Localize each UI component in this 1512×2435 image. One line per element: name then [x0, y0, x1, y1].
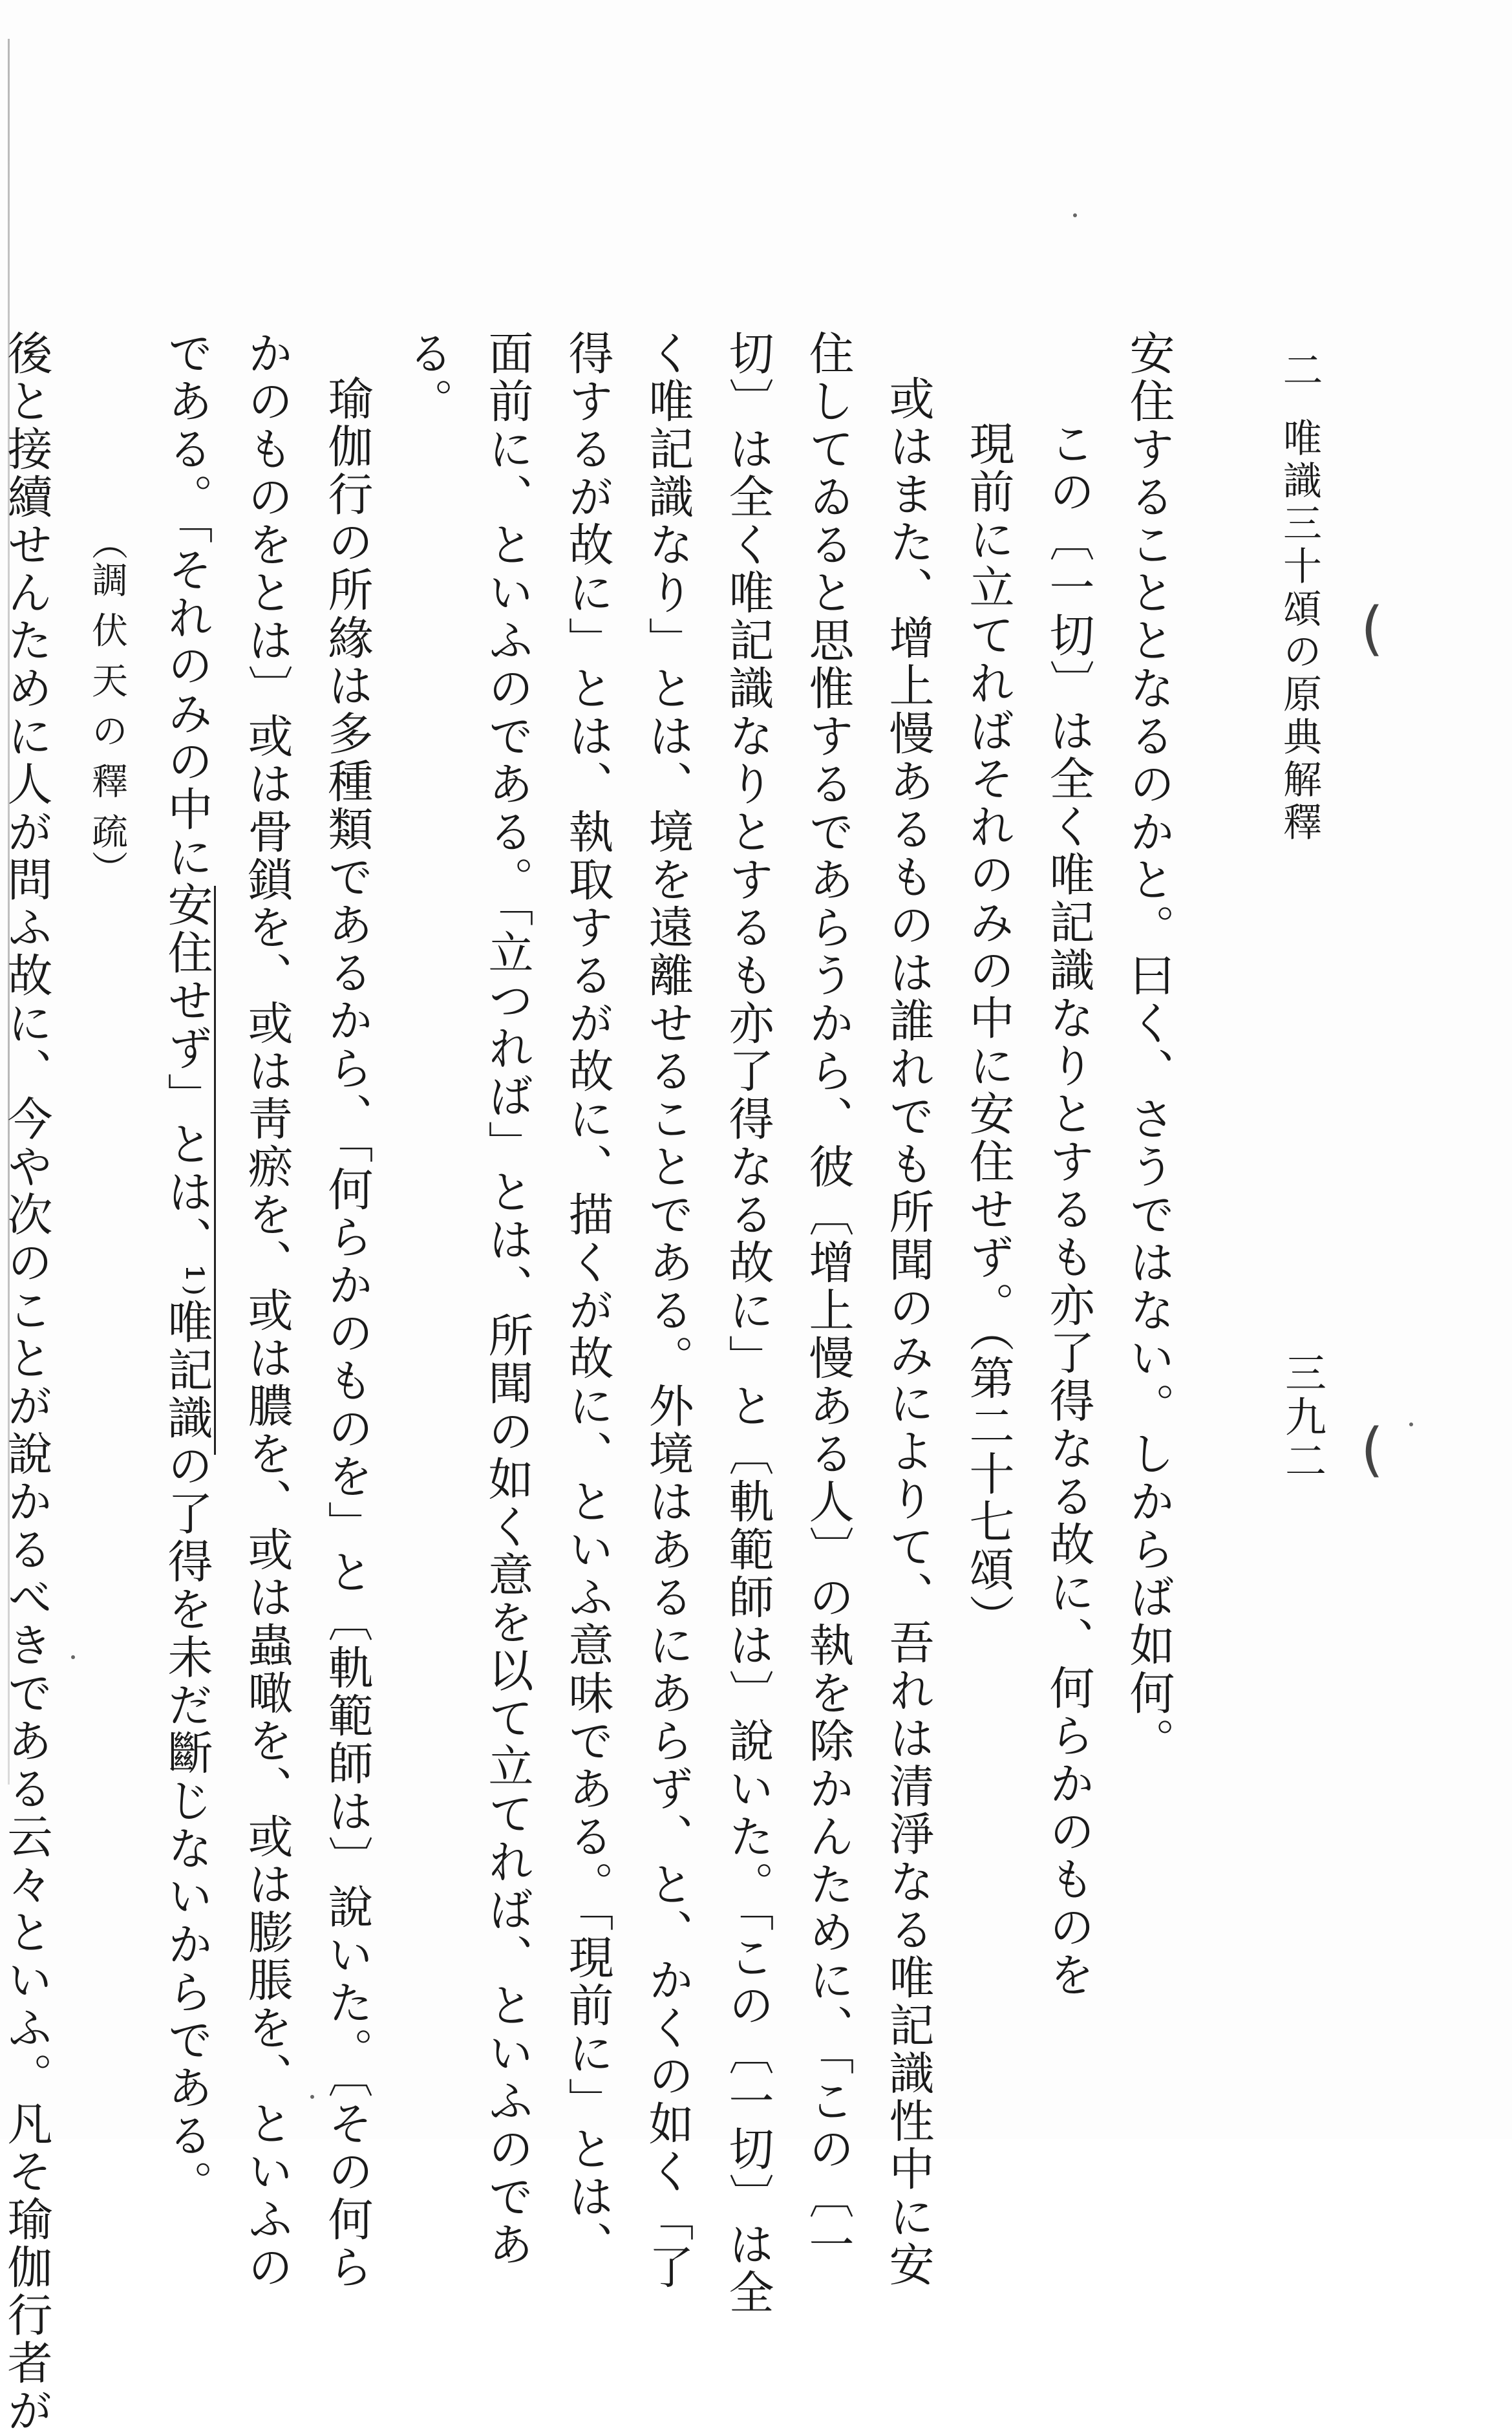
text-line: 得するが故に」とは、執取するが故に、描くが故に、といふ意味である。「現前に」とは、 [561, 330, 614, 2269]
text-line: 或はまた、增上慢あるものは誰れでも所聞のみによりて、吾れは清淨なる唯記識性中に安 [882, 375, 935, 2289]
text-line: る。 [401, 330, 454, 425]
scan-speck [1073, 213, 1077, 217]
text-line: 安住することとなるのかと。曰く、さうではない。しからば如何。 [1122, 330, 1175, 1765]
text-line: 瑜伽行の所緣は多種類であるから、「何らかのものを」と〔軌範師は〕說いた。〔その何ら [321, 375, 374, 2291]
section-heading: （調 伏 天 の 釋 疏） [86, 524, 128, 888]
scan-speck [1409, 1422, 1413, 1426]
verse-line: 現前に立てればそれのみの中に安住せず。（第二十七頌） [962, 420, 1015, 1642]
scan-speck [71, 1655, 75, 1659]
margin-mark: ( [1361, 595, 1384, 663]
text-line: 切〕は全く唯記識なりとするも亦了得なる故に」と〔軌範師は〕說いた。「この〔一切〕は全 [721, 330, 774, 2317]
verse-line: この〔一切〕は全く唯記識なりとするも亦了得なる故に、何らかのものを [1042, 420, 1095, 1999]
text-line: 面前に、といふのである。「立つれば」とは、所聞の如く意を以て立てれば、といふのであ [481, 330, 534, 2269]
text-line: かのものをとは〕或は骨鎖を、或は靑瘀を、或は膿を、或は蟲噉を、或は膨脹を、といふの [240, 330, 293, 2291]
page-number: 三九二 [1278, 1351, 1326, 1483]
scan-speck [310, 2095, 314, 2099]
body-text [0, 330, 1189, 2435]
underline-mark [214, 886, 216, 1455]
text-line: く唯記識なり」とは、境を遠離せることである。外境はあるにあらず、と、かくの如く「了 [641, 330, 694, 2291]
text-line: 後と接續せんために人が問ふ故に、今や次のことが說かるべきである云々といふ。凡そ瑜伽行者が [0, 330, 53, 2435]
text-line: 住してゐると思惟するであらうから、彼〔增上慢ある人〕の執を除かんために、「この〔一 [802, 330, 855, 2269]
chapter-number: 二 [1276, 349, 1323, 393]
chapter-title: 唯識三十頌の原典解釋 [1277, 418, 1322, 844]
margin-mark: ( [1361, 1416, 1384, 1484]
text-line: である。「それのみの中に安住せず」とは、¹⁾唯記識の了得を未だ斷じないからである。 [160, 330, 213, 2208]
running-header [1251, 349, 1328, 1009]
